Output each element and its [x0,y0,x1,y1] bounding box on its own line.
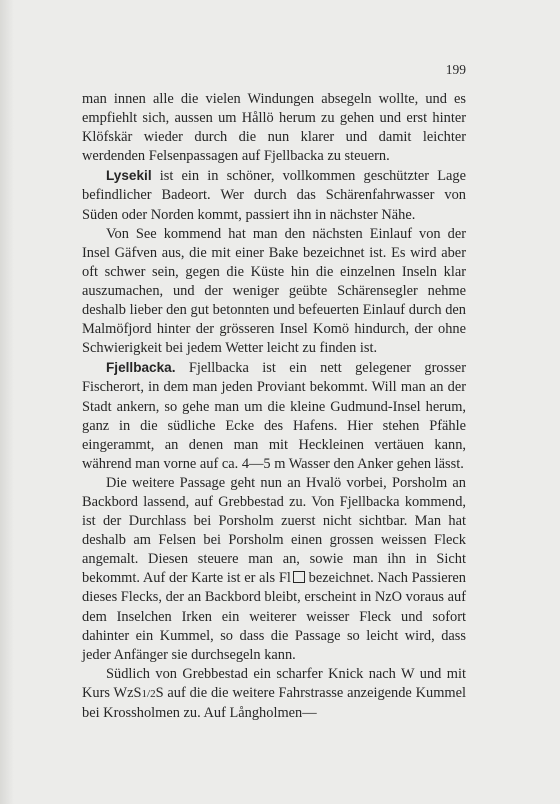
paragraph-approach [82,225,466,359]
paragraph-grebbestad-text-b: S auf die die weitere Fahrstrasse anzeigende Kummel bei Krossholmen zu. Auf Långholmen— [82,684,466,721]
paragraph-passage-text-a: Die weitere Passage geht nun an Hvalö vorbei, Porsholm an Backbord lassend, auf Grebbestad zu. Von Fjellbacka kommend, ist der Durchlass bei Porsholm zuerst nicht sichtbar. Man hat deshalb am Felsen bei Porsholm einen grossen weissen Fleck angemalt. Diesen steuere man an, sowie man ihn in Sicht bekommt. Auf der Karte ist er als Fl [82,474,466,587]
paragraph-fjellbacka [82,358,466,474]
body-text [82,90,466,723]
paragraph-fjellbacka-text: Fjellbacka ist ein nett gelegener grosser Fischerort, in dem man jeden Proviant bekommt. Will man an der Stadt ankern, so gehe man um die kleine Gudmund-Insel herum, ganz in die südliche Ecke des Hafens. Hier stehen Pfähle eingerammt, an denen man mit Heckleinen vertäuen kann, während man vorne auf ca. 4—5 m Wasser den Anker gehen lässt. [82,360,466,472]
heading-fjellbacka: Fjellbacka. [106,360,176,376]
paragraph-grebbestad-text-a: Südlich von Grebbestad ein scharfer Knick nach W und mit Kurs WzS [82,665,466,701]
paragraph-1 [82,90,466,166]
page-number: 199 [445,62,466,77]
paragraph-grebbestad [82,665,466,723]
paragraph-lysekil [82,166,466,224]
paragraph-passage [82,474,466,665]
heading-lysekil: Lysekil [106,168,152,184]
paragraph-lysekil-text: ist ein in schöner, vollkommen geschützter Lage befindlicher Badeort. Wer durch das Schärenfahrwasser von Süden oder Norden kommt, passiert ihn in nächster Nähe. [82,168,466,223]
page-spine-shadow [0,0,14,804]
paragraph-approach-text: Von See kommend hat man den nächsten Einlauf von der Insel Gäfven aus, die mit einer Bake bezeichnet ist. Es wird aber oft schwer sein, gegen die Küste hin die einzelnen Inseln klar auszumachen, und der weniger geübte Schärensegler nehme deshalb lieber den gut betonnten und befeuerten Einlauf durch den Malmöfjord hinter der grösseren Insel Komö hindurch, der ohne Schwierigkeit bei jedem Wetter leicht zu finden ist. [82,225,466,357]
paragraph-passage-text-b: bezeichnet. Nach Passieren dieses Flecks, der an Backbord bleibt, erscheint in NzO voraus auf dem Inselchen Irken ein weiterer weisser Fleck und sofort dahinter ein Kummel, so dass die Passage so leicht wird, dass jeder Anfänger sie durchsegeln kann. [82,570,466,663]
paragraph-1-text: man innen alle die vielen Windungen absegeln wollte, und es empfiehlt sich, aussen um Hållö herum zu gehen und erst hinter Klöfskär wieder durch die nun klarer und damit leichter werdenden Felsenpassagen auf Fjellbacka zu steuern. [82,91,466,165]
fraction-half: 1/2 [141,687,156,700]
square-symbol-icon [293,571,305,583]
